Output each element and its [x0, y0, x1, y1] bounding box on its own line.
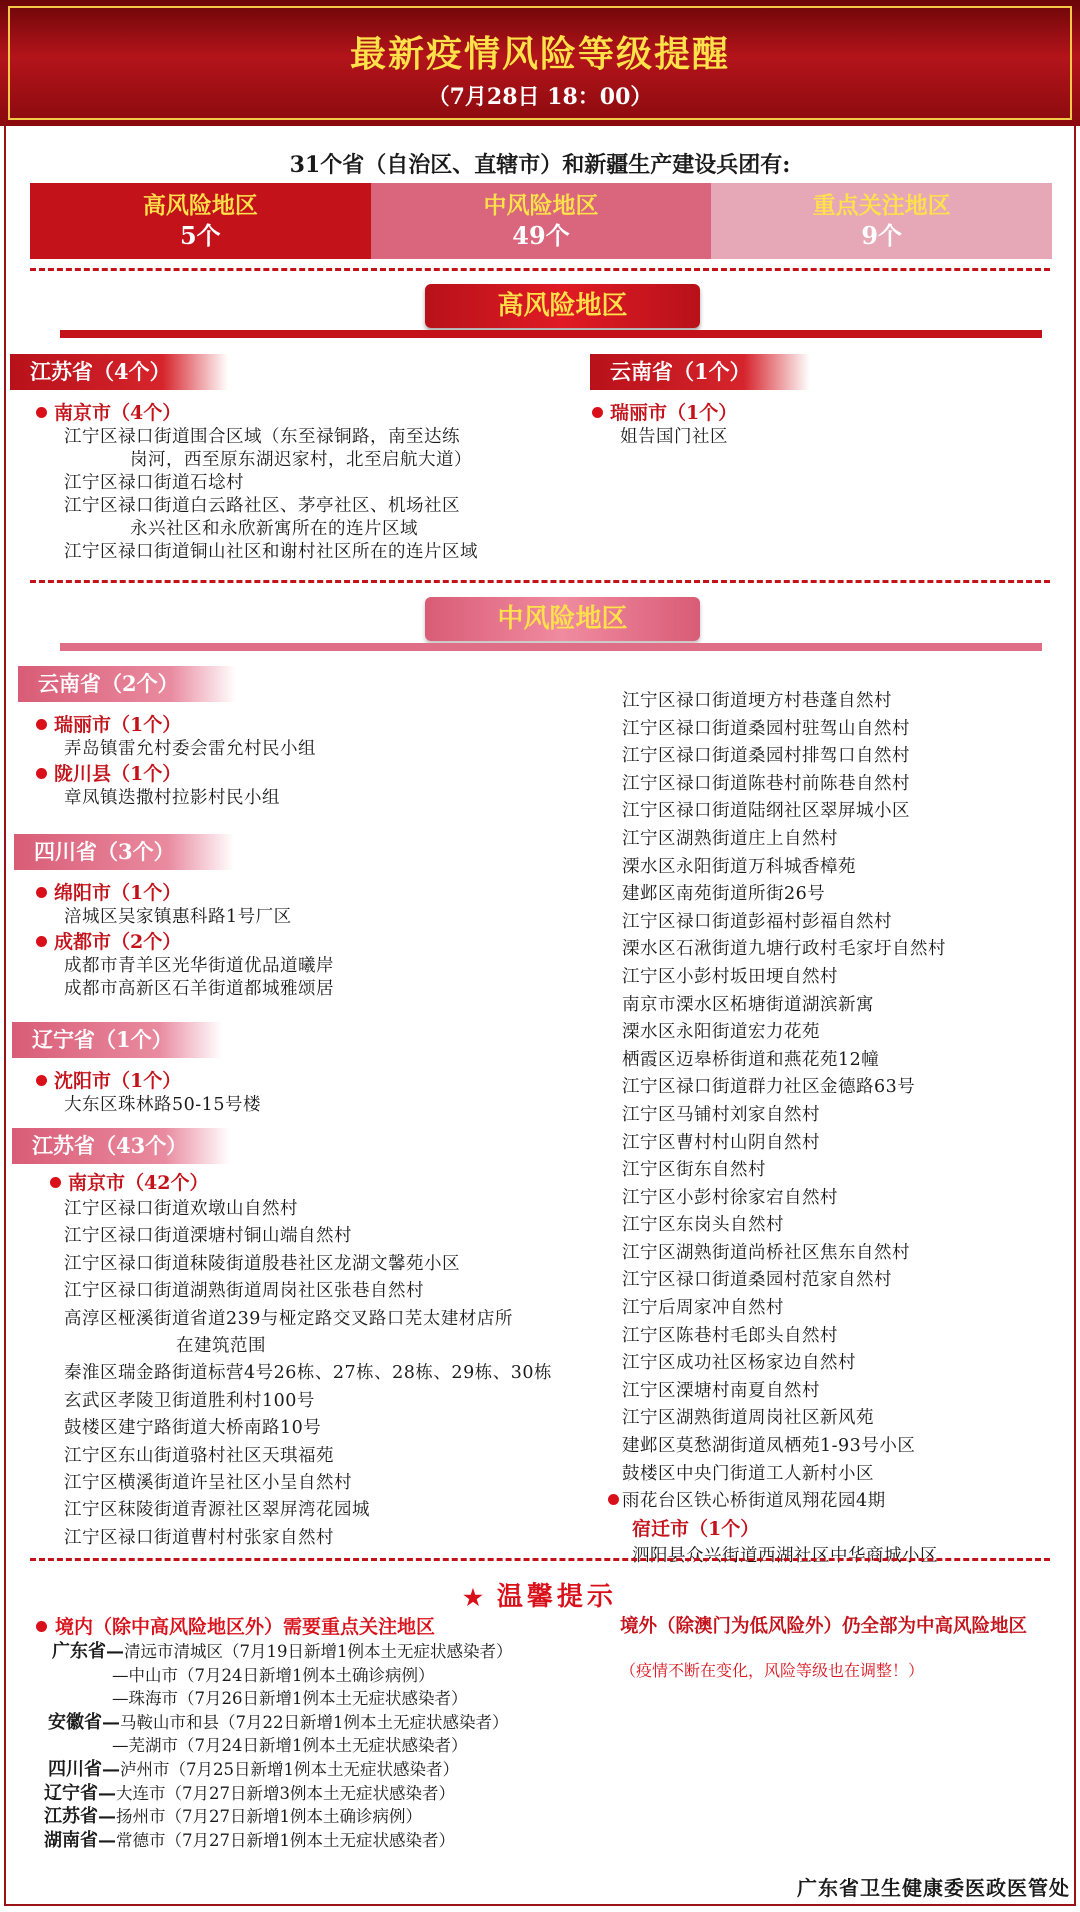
medium-jiangsu-list — [50, 1170, 552, 1552]
red-dot-icon — [36, 407, 47, 418]
list-item-yuhuatai: 雨花台区铁心桥街道凤翔花园4期 — [622, 1488, 946, 1516]
list-item: 江宁区禄口街道白云路社区、茅亭社区、机场社区 — [64, 496, 460, 516]
red-dot-icon — [36, 1075, 47, 1086]
list-item: 姐告国门社区 — [620, 427, 728, 447]
tips-row: 四川省—泸州市（7月25日新增1例本土无症状感染者） — [48, 1758, 459, 1780]
list-item: 鼓楼区中央门街道工人新村小区 — [622, 1463, 874, 1484]
list-item: 章凤镇迭撒村拉影村民小组 — [64, 788, 280, 808]
list-item: 弄岛镇雷允村委会雷允村民小组 — [64, 739, 316, 759]
tips-row: 辽宁省—大连市（7月27日新增3例本土无症状感染者） — [44, 1782, 455, 1804]
list-item: 江宁区禄口街道秣陵街道殷巷社区龙湖文馨苑小区 — [64, 1253, 460, 1274]
tips-external-text: 境外（除澳门为低风险外）仍全部为中高风险地区 — [620, 1616, 1028, 1637]
intro-text: 31个省（自治区、直辖市）和新疆生产建设兵团有: — [289, 152, 791, 178]
province-sichuan-medium: 四川省（3个） — [14, 834, 234, 870]
list-item: 江宁区禄口街道彭福村彭福自然村 — [622, 911, 892, 932]
medium-risk-title: 中风险地区 — [425, 597, 700, 641]
page-title: 最新疫情风险等级提醒 — [349, 33, 730, 75]
province-liaoning-medium: 辽宁省（1个） — [12, 1022, 222, 1058]
list-item: 江宁区禄口街道欢墩山自然村 — [64, 1199, 298, 1219]
divider — [30, 268, 1050, 271]
list-item: 江宁区禄口街道桑园村驻驾山自然村 — [622, 718, 910, 739]
list-item: 江宁区禄口街道石埝村 — [64, 473, 244, 493]
list-item: 在建筑范围 — [176, 1336, 266, 1357]
tips-title: ★ 温馨提示 — [463, 1582, 617, 1612]
medium-yunnan-list — [36, 712, 316, 810]
list-item: 永兴社区和永欣新寓所在的连片区域 — [130, 519, 418, 539]
city-ruili-high: 瑞丽市（1个） — [592, 400, 737, 426]
summary-focus-label: 重点关注地区 — [812, 192, 951, 219]
list-item: 江宁区陈巷村毛郎头自然村 — [622, 1325, 838, 1346]
medium-jiangsu-right-list — [622, 688, 946, 1571]
province-yunnan-high: 云南省（1个） — [590, 354, 810, 390]
header-banner — [0, 0, 1080, 126]
tips-row: 广东省—清远市清城区（7月19日新增1例本土无症状感染者） — [52, 1641, 513, 1662]
summary-high-count: 5个 — [179, 221, 221, 250]
list-item: 建邺区南苑街道所街26号 — [622, 884, 826, 905]
list-item: 江宁区溧塘村南夏自然村 — [622, 1380, 820, 1401]
summary-medium-label: 中风险地区 — [483, 192, 599, 219]
high-risk-bar — [60, 330, 1042, 338]
city-shenyang-medium: 沈阳市（1个） — [36, 1068, 261, 1094]
list-item: 泗阳县众兴街道西湖社区中华商城小区 — [632, 1546, 938, 1567]
divider — [30, 1558, 1050, 1561]
tips-row: —中山市（7月24日新增1例本土确诊病例） — [112, 1665, 435, 1685]
summary-focus — [711, 183, 1052, 259]
list-item: 江宁区禄口街道曹村村张家自然村 — [64, 1527, 334, 1548]
list-item: 栖霞区迈皋桥街道和燕花苑12幢 — [622, 1049, 880, 1070]
red-dot-icon — [592, 407, 603, 418]
bottom-border — [4, 1904, 1076, 1906]
list-item: 江宁区秣陵街道青源社区翠屏湾花园城 — [64, 1500, 370, 1521]
red-dot-icon — [36, 719, 47, 730]
list-item: 江宁区东岗头自然村 — [622, 1215, 784, 1236]
list-item: 建邺区莫愁湖街道凤栖苑1-93号小区 — [622, 1436, 916, 1457]
medium-sichuan-list — [36, 880, 334, 1001]
list-item: 南京市溧水区柘塘街道湖滨新寓 — [622, 994, 874, 1015]
list-item: 江宁区成功社区杨家边自然村 — [622, 1353, 856, 1374]
list-item: 江宁区横溪街道许呈社区小呈自然村 — [64, 1473, 352, 1494]
city-ruili-medium: 瑞丽市（1个） — [36, 712, 316, 738]
list-item: 江宁区禄口街道围合区域（东至禄铜路，南至达练 — [64, 427, 460, 447]
tips-row: 安徽省—马鞍山市和县（7月22日新增1例本土无症状感染者） — [48, 1711, 509, 1733]
province-jiangsu-medium: 江苏省（43个） — [12, 1128, 230, 1164]
list-item: 江宁区禄口街道陆纲社区翠屏城小区 — [622, 801, 910, 822]
list-item: 岗河，西至原东湖迟家村，北至启航大道） — [130, 450, 472, 470]
summary-high — [30, 183, 371, 259]
list-item: 江宁区禄口街道湖熟街道周岗社区张巷自然村 — [64, 1281, 424, 1302]
summary-high-label: 高风险地区 — [142, 192, 258, 219]
list-item: 江宁区禄口街道桑园村范家自然村 — [622, 1270, 892, 1291]
red-dot-icon — [36, 887, 47, 898]
red-dot-icon — [36, 768, 47, 779]
list-item: 高淳区桠溪街道省道239与桠定路交叉路口芜太建材店所 — [64, 1308, 513, 1329]
divider — [30, 580, 1050, 583]
list-item: 成都市青羊区光华街道优品道曦岸 — [64, 956, 334, 976]
list-item: 溧水区石湫街道九塘行政村毛家圩自然村 — [622, 939, 946, 960]
city-suqian-medium: 宿迁市（1个） — [632, 1517, 760, 1540]
tips-row: 江苏省—扬州市（7月27日新增1例本土确诊病例） — [44, 1806, 422, 1828]
province-yunnan-medium: 云南省（2个） — [18, 666, 236, 702]
list-item: 江宁区曹村村山阴自然村 — [622, 1132, 820, 1153]
tips-domestic — [36, 1614, 513, 1852]
red-dot-icon — [36, 936, 47, 947]
summary-medium — [371, 183, 712, 259]
list-item: 江宁区禄口街道陈巷村前陈巷自然村 — [622, 773, 910, 794]
city-chengdu-medium: 成都市（2个） — [36, 929, 334, 955]
tips-row: —珠海市（7月26日新增1例本土无症状感染者） — [112, 1689, 468, 1709]
list-item: 江宁区禄口街道铜山社区和谢村社区所在的连片区域 — [64, 542, 478, 562]
list-item: 江宁区马铺村刘家自然村 — [622, 1104, 820, 1125]
medium-risk-bar — [60, 643, 1042, 651]
list-item: 江宁区禄口街道桑园村排驾口自然村 — [622, 746, 910, 767]
update-time: （7月28日 18：00） — [427, 84, 653, 110]
province-jiangsu-high: 江苏省（4个） — [10, 354, 228, 390]
list-item: 玄武区孝陵卫街道胜利村100号 — [64, 1390, 315, 1411]
city-longchuan-medium: 陇川县（1个） — [36, 761, 316, 787]
list-item: 江宁区东山街道骆村社区天琪福苑 — [64, 1445, 334, 1466]
tips-row: —芜湖市（7月24日新增1例本土无症状感染者） — [112, 1736, 468, 1756]
list-item: 江宁区湖熟街道周岗社区新风苑 — [622, 1408, 874, 1429]
tips-note: （疫情不断在变化，风险等级也在调整！） — [620, 1661, 925, 1680]
tips-domestic-head: 境内（除中高风险地区外）需要重点关注地区 — [36, 1614, 513, 1640]
red-dot-icon — [36, 1621, 47, 1632]
tips-external — [620, 1614, 1027, 1681]
list-item: 江宁区禄口街道群力社区金德路63号 — [622, 1077, 916, 1098]
star-icon: ★ — [463, 1585, 487, 1611]
summary-focus-count: 9个 — [861, 221, 903, 250]
list-item: 江宁区小彭村坂田埂自然村 — [622, 966, 838, 987]
high-jiangsu-list — [36, 400, 478, 564]
red-dot-icon — [50, 1177, 61, 1188]
issuer: 广东省卫生健康委医政医管处 — [797, 1876, 1070, 1900]
list-item: 江宁区街东自然村 — [622, 1160, 766, 1181]
high-yunnan-list — [592, 400, 737, 449]
list-item: 涪城区吴家镇惠科路1号厂区 — [64, 907, 292, 927]
tips-row: 湖南省—常德市（7月27日新增1例本土无症状感染者） — [44, 1829, 455, 1851]
high-risk-title: 高风险地区 — [425, 284, 700, 328]
list-item: 溧水区永阳街道万科城香樟苑 — [622, 856, 856, 877]
city-mianyang-medium: 绵阳市（1个） — [36, 880, 334, 906]
list-item: 江宁区湖熟街道庄上自然村 — [622, 828, 838, 849]
medium-liaoning-list — [36, 1068, 261, 1117]
list-item: 大东区珠林路50-15号楼 — [64, 1095, 261, 1115]
list-item: 秦淮区瑞金路街道标营4号26栋、27栋、28栋、29栋、30栋 — [64, 1363, 552, 1384]
list-item: 成都市高新区石羊街道都城雅颂居 — [64, 979, 334, 999]
list-item: 江宁区湖熟街道尚桥社区焦东自然村 — [622, 1242, 910, 1263]
list-item: 江宁区禄口街道埂方村巷蓬自然村 — [622, 691, 892, 711]
list-item: 鼓楼区建宁路街道大桥南路10号 — [64, 1418, 322, 1439]
list-item: 江宁区小彭村徐家宕自然村 — [622, 1187, 838, 1208]
summary-medium-count: 49个 — [512, 221, 570, 250]
city-nanjing-high: 南京市（4个） — [36, 400, 478, 426]
list-item: 溧水区永阳街道宏力花苑 — [622, 1022, 820, 1043]
list-item: 江宁后周家冲自然村 — [622, 1298, 784, 1319]
list-item: 江宁区禄口街道溧塘村铜山端自然村 — [64, 1226, 352, 1247]
city-nanjing-medium: 南京市（42个） — [50, 1170, 552, 1196]
summary-bar — [30, 183, 1052, 259]
